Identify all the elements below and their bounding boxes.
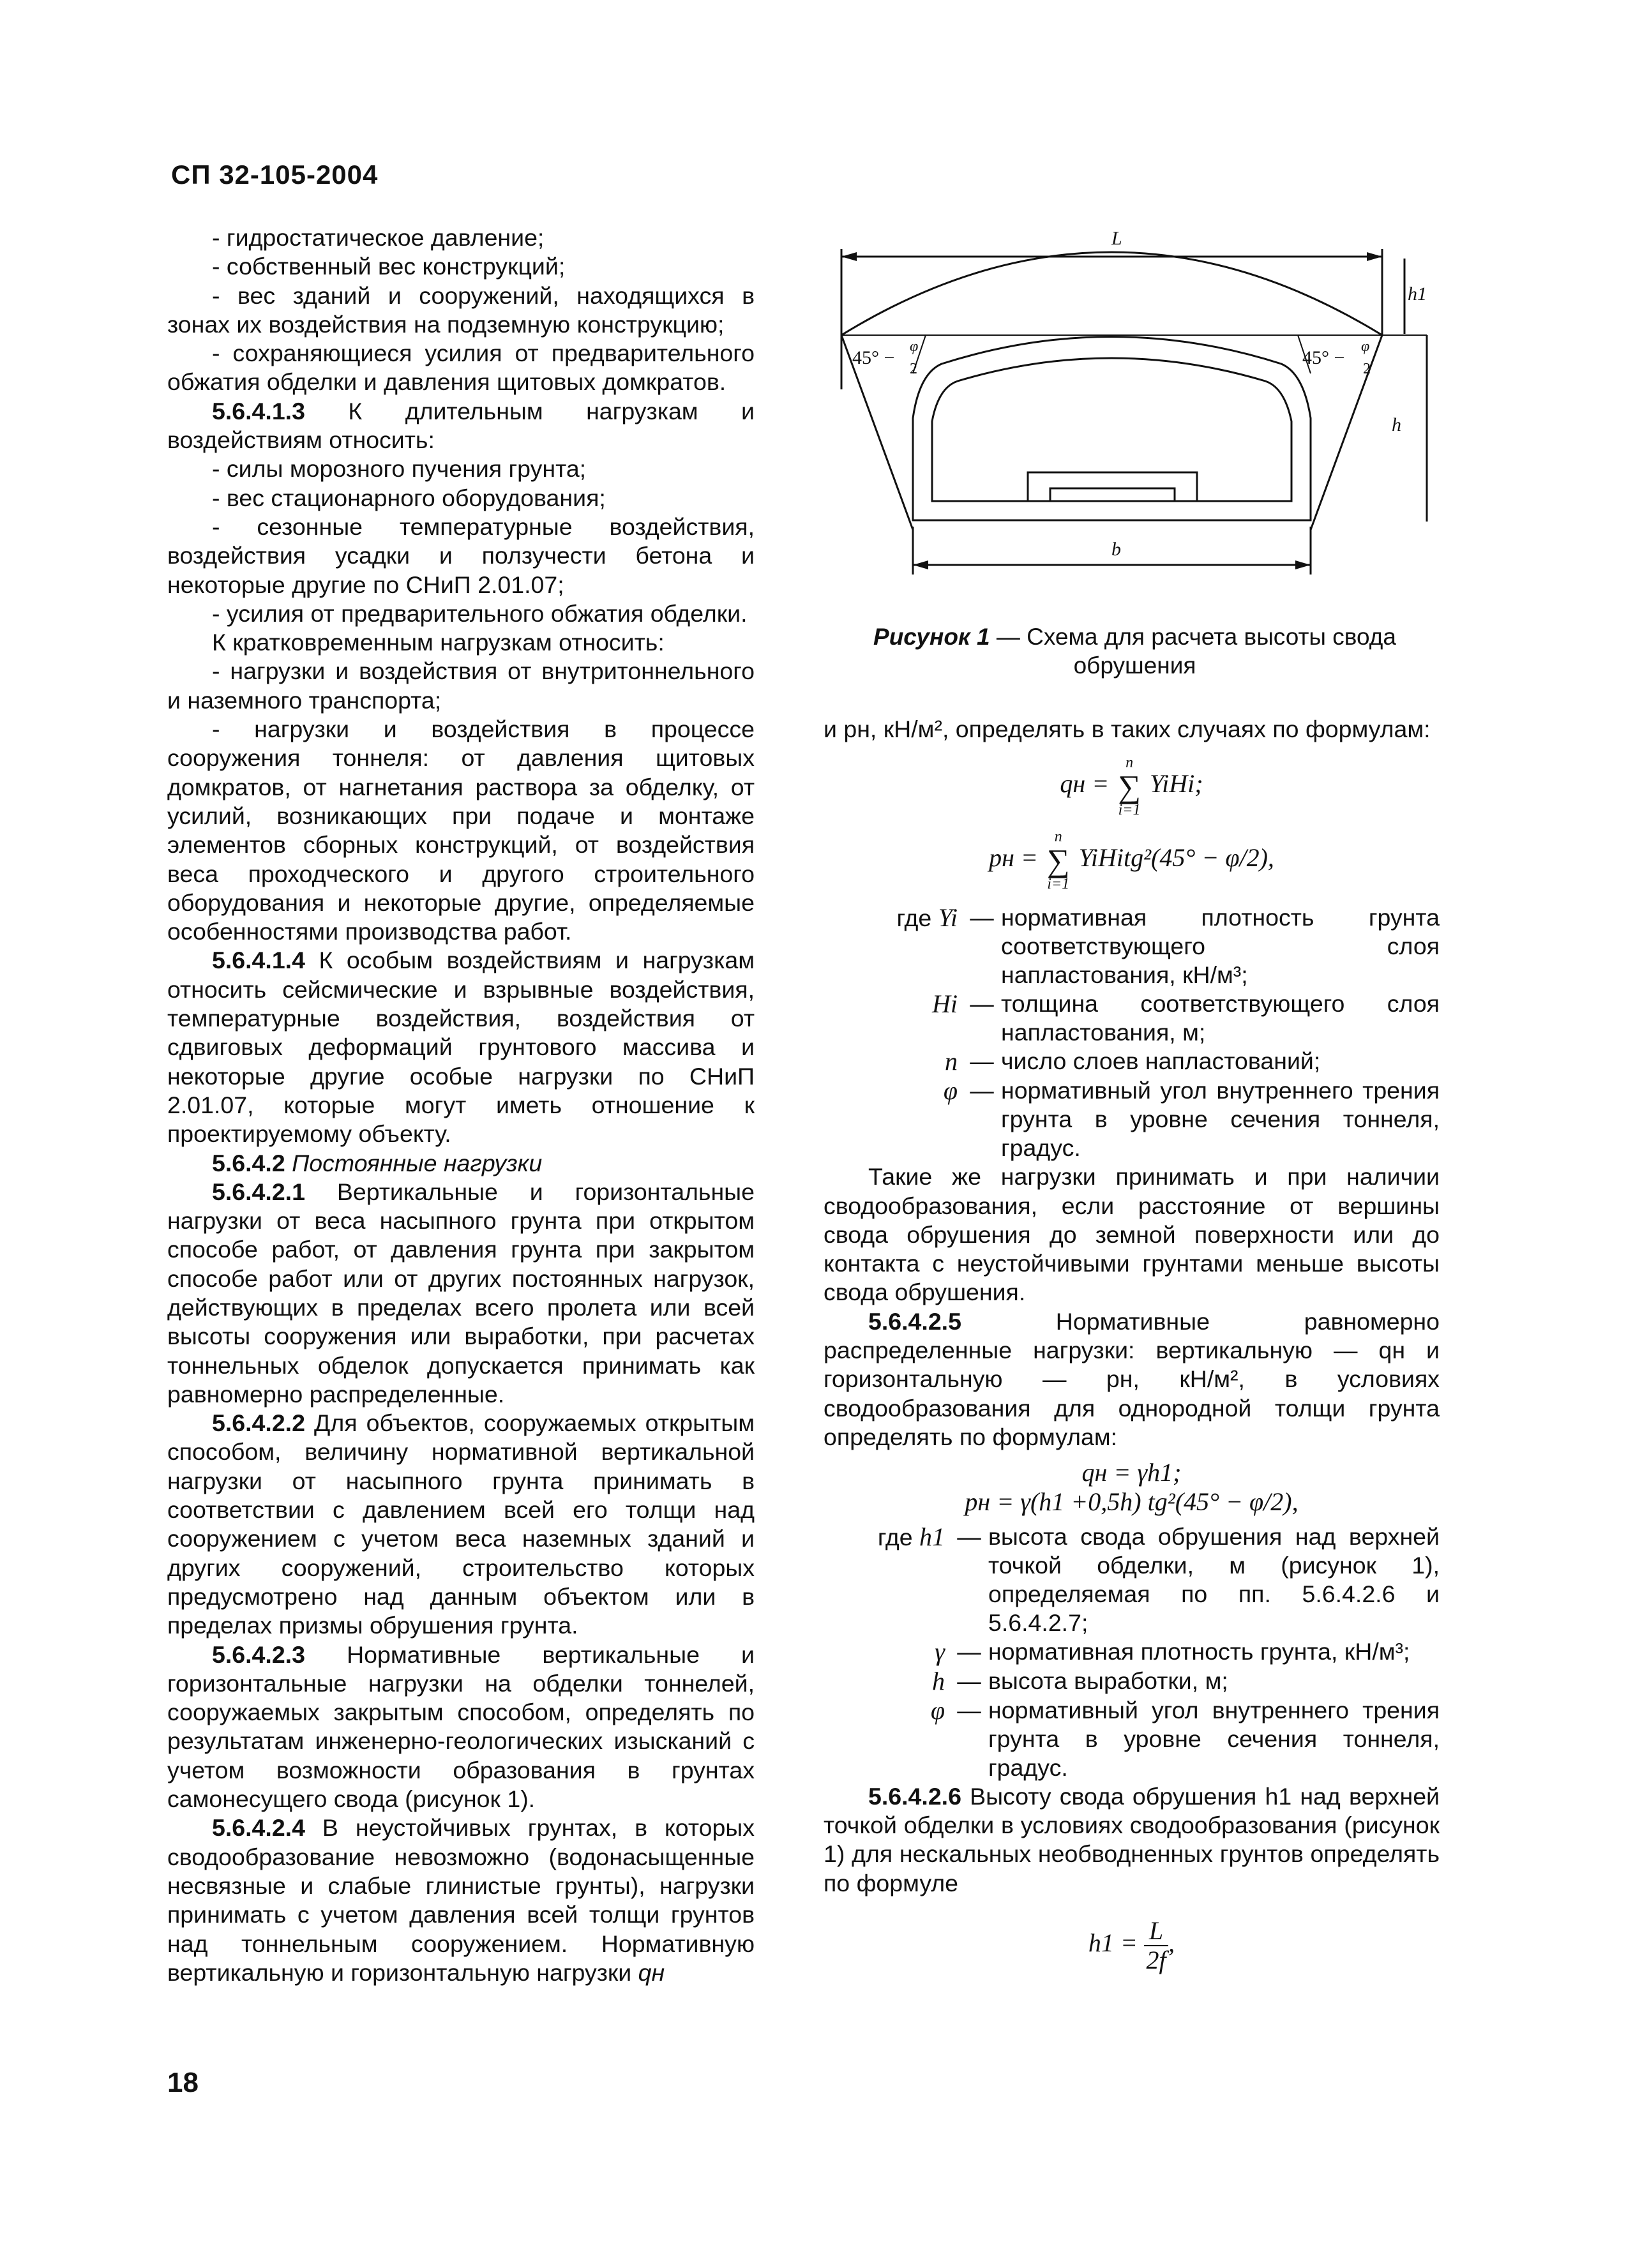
list-item: - сохраняющиеся усилия от предварительного обжатия обделки и давления щитовых домкратов.	[167, 340, 755, 396]
definition-row: γ — нормативная плотность грунта, кН/м³;	[935, 1637, 1410, 1666]
arrow-left	[913, 560, 928, 569]
figure-caption	[830, 622, 1440, 680]
label-two-right: 2	[1363, 361, 1371, 377]
right-column	[824, 715, 1440, 1986]
left-column	[167, 223, 755, 1987]
list-item: - гидростатическое давление;	[212, 224, 545, 251]
label-angle-left: 45° −	[852, 347, 895, 368]
clause-5-6-4-2-4	[167, 1814, 755, 1987]
formula-q-uniform: qн = γh1;	[1081, 1458, 1182, 1487]
label-phi-left: φ	[910, 338, 919, 355]
tunnel-tray-inner	[1050, 488, 1175, 501]
definitions-list-1	[824, 903, 1440, 1162]
clause-5-6-4-2-3	[167, 1641, 755, 1814]
clause-title: Постоянные нагрузки	[292, 1149, 543, 1176]
arrow-right	[1295, 560, 1311, 569]
arrow-left	[841, 252, 857, 261]
formula-p-layers	[824, 829, 1440, 892]
continuation-text: и pн, кН/м², определять в таких случаях по формулам:	[824, 716, 1431, 742]
definition-row: где Yi — нормативная плотность грунта соответствующего слоя напластования, кН/м³;	[896, 903, 1440, 989]
formula-h1: h1 = $\frac{L}{2f}$ ,	[1088, 1916, 1175, 1975]
clause-text: К длительным нагрузкам и воздействиям относить:	[167, 397, 755, 454]
list-item: - вес стационарного оборудования;	[212, 484, 606, 511]
list-item: - усилия от предварительного обжатия обделки.	[212, 599, 748, 627]
formula-lhs: h1 =	[1088, 1928, 1138, 1958]
definition-row: где h1 — высота свода обрушения над верхней точкой обделки, м (рисунок 1), определяемая по пп. 5.6.4.2.6 и 5.6.4.2.7;	[877, 1522, 1440, 1636]
label-b: b	[1111, 539, 1121, 560]
clause-number: 5.6.4.1.3	[212, 397, 305, 424]
definition-row: h — высота выработки, м;	[932, 1666, 1228, 1695]
arrow-right	[1367, 252, 1382, 261]
clause-number: 5.6.4.1.4	[212, 947, 305, 974]
paragraph-same-loads: Такие же нагрузки принимать и при наличии сводообразования, если расстояние от вершины свода обрушения до земной поверхности или до контакта с неустойчивыми грунтами меньше высоты свода обрушения.	[824, 1163, 1440, 1306]
definition-row: φ — нормативный угол внутреннего трения грунта в уровне сечения тоннеля, градус.	[930, 1695, 1440, 1781]
fraction: $\frac{L}{2f}$	[1144, 1917, 1168, 1974]
clause-text: Вертикальные и горизонтальные нагрузки от веса насыпного грунта при открытом способе работ, от давления грунта при закрытом способе работ или от других постоянных нагрузок, действующих в пределах всего пролета или всей высоты сооружения или выработки, при расчетах тоннельных обделок допускается принимать как равномерно распределенные.	[167, 1178, 755, 1408]
clause-number: 5.6.4.2	[212, 1149, 285, 1176]
formula-rhs: YiHitg²(45° − φ/2),	[1078, 843, 1274, 873]
list-item: - нагрузки и воздействия от внутритоннельного и наземного транспорта;	[167, 657, 755, 714]
list-item: - собственный вес конструкций;	[212, 253, 566, 280]
tunnel-lining-inner	[932, 358, 1291, 501]
clause-5-6-4-2-5	[824, 1307, 1440, 1452]
page-header: СП 32-105-2004	[171, 160, 379, 190]
clause-text: Высоту свода обрушения h1 над верхней точкой обделки в условиях сводообразования (рисунок 1) для нескальных необводненных грунтов определять по формуле	[824, 1782, 1440, 1896]
label-two-left: 2	[910, 361, 917, 377]
clause-number: 5.6.4.2.1	[212, 1178, 305, 1205]
sum-symbol: n ∑ i=1	[1118, 755, 1141, 819]
list-item: - сезонные температурные воздействия, воздействия усадки и ползучести бетона и некоторые другие по СНиП 2.01.07;	[167, 513, 755, 598]
sum-symbol: n ∑ i=1	[1046, 829, 1070, 893]
clause-number: 5.6.4.2.3	[212, 1641, 305, 1668]
clause-number: 5.6.4.2.2	[212, 1409, 305, 1437]
clause-number: 5.6.4.2.5	[868, 1307, 961, 1335]
list-item: - вес зданий и сооружений, находящихся в зонах их воздействия на подземную конструкцию;	[167, 282, 755, 338]
caption-text: — Схема для расчета высоты свода обрушения	[990, 624, 1396, 679]
clause-number: 5.6.4.2.6	[868, 1782, 961, 1810]
clause-text: К особым воздействиям и нагрузкам относить сейсмические и взрывные воздействия, температурные воздействия, воздействия от сдвиговых деформаций грунтового массива и некоторые другие особые нагрузки по СНиП 2.01.07, которые могут иметь отношение к проектируемому объекту.	[167, 947, 755, 1148]
definitions-list-2	[824, 1522, 1440, 1782]
tunnel-tray	[1028, 472, 1197, 501]
clause-5-6-4-1-3	[167, 397, 755, 455]
figure-1-diagram	[830, 220, 1430, 603]
clause-text: В неустойчивых грунтах, в которых сводообразование невозможно (водонасыщенные несвязные и слабые глинистые грунты), нагрузки принимать с учетом давления всей толщи грунтов над тоннельным сооружением. Нормативную вертикальную и горизонтальную нагрузки	[167, 1814, 755, 1986]
label-phi-right: φ	[1361, 338, 1370, 355]
list-item: - нагрузки и воздействия в процессе сооружения тоннеля: от давления щитовых домкратов, от нагнетания раствора за обделку, от усилий, возникающих при подаче и монтаже элементов сборных конструкций, от воздействия веса проходческого и другого строительного оборудования и некоторые другие, определяемые особенностями производства работ.	[167, 716, 755, 945]
collapse-arch	[841, 252, 1382, 335]
label-h: h	[1392, 414, 1401, 435]
caption-label: Рисунок 1	[873, 624, 990, 650]
page-number: 18	[167, 2067, 199, 2098]
list-item: - силы морозного пучения грунта;	[212, 455, 587, 483]
short-term-intro: К кратковременным нагрузкам относить:	[212, 629, 665, 656]
formula-p-uniform: pн = γ(h1 +0,5h) tg²(45° − φ/2),	[965, 1487, 1299, 1516]
symbol-q: qн	[638, 1958, 665, 1986]
label-h1: h1	[1408, 283, 1427, 304]
label-L: L	[1111, 228, 1122, 249]
formula-rhs: YiHi;	[1149, 769, 1203, 799]
definition-row: φ — нормативный угол внутреннего трения грунта в уровне сечения тоннеля, градус.	[943, 1076, 1440, 1162]
clause-5-6-4-2-1	[167, 1178, 755, 1409]
clause-5-6-4-2	[167, 1149, 755, 1178]
formula-lhs: qн =	[1060, 769, 1110, 799]
clause-text: Для объектов, сооружаемых открытым способом, величину нормативной вертикальной нагрузки от насыпного грунта принимать в соответствии с давлением всей его толщи над сооружением с учетом веса наземных зданий и других сооружений, строительство которых предусмотрено над данным объектом или в пределах призмы обрушения грунта.	[167, 1409, 755, 1639]
clause-text: Нормативные вертикальные и горизонтальные нагрузки на обделки тоннелей, сооружаемых закрытым способом, определять по результатам инженерно-геологических изысканий с учетом возможности образования в грунтах самонесущего свода (рисунок 1).	[167, 1641, 755, 1813]
clause-number: 5.6.4.2.4	[212, 1814, 305, 1842]
label-angle-right: 45° −	[1302, 347, 1345, 368]
tunnel-lining-outer	[913, 337, 1311, 521]
formula-q-layers	[824, 755, 1440, 818]
clause-5-6-4-1-4	[167, 946, 755, 1148]
clause-5-6-4-2-6	[824, 1782, 1440, 1898]
clause-5-6-4-2-2	[167, 1409, 755, 1640]
clause-text: Нормативные равномерно распределенные нагрузки: вертикальную — qн и горизонтальную — pн, кН/м², в условиях сводообразования для однородной толщи грунта определять по формулам:	[824, 1307, 1440, 1450]
formula-lhs: pн =	[989, 843, 1038, 873]
definition-row: Hi — толщина соответствующего слоя напластования, м;	[932, 989, 1440, 1046]
definition-row: n — число слоев напластований;	[945, 1047, 1321, 1076]
